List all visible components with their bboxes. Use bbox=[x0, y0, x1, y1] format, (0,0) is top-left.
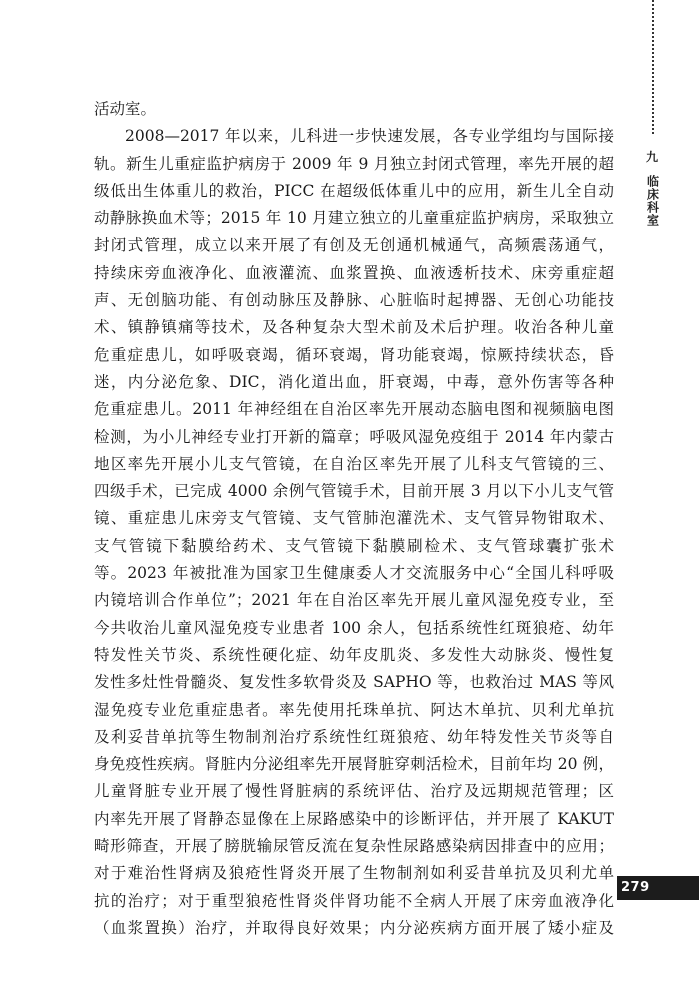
text-line: 内率先开展了肾静态显像在上尿路感染中的诊断评估，并开展了 KAKUT bbox=[94, 809, 614, 828]
text-line: 畸形筛查，开展了膀胱输尿管反流在复杂性尿路感染病因排查中的应用； bbox=[94, 837, 614, 856]
text-line: 内镜培训合作单位”；2021 年在自治区率先开展儿童风湿免疫专业，至 bbox=[94, 591, 614, 610]
chapter-number: 九 bbox=[645, 150, 658, 164]
text-line: 及利妥昔单抗等生物制剂治疗系统性红斑狼疮、幼年特发性关节炎等自 bbox=[94, 727, 614, 746]
text-line: 危重症患儿，如呼吸衰竭，循环衰竭，肾功能衰竭，惊厥持续状态，昏 bbox=[94, 345, 614, 364]
text-line: 支气管镜下黏膜给药术、支气管镜下黏膜刷检术、支气管球囊扩张术 bbox=[94, 536, 614, 555]
text-line: 术、镇静镇痛等技术，及各种复杂大型术前及术后护理。收治各种儿童 bbox=[94, 318, 614, 337]
page-number: 279 bbox=[621, 880, 650, 895]
text-line: 抗的治疗；对于重型狼疮性肾炎伴肾功能不全病人开展了床旁血液净化 bbox=[94, 891, 614, 910]
text-line: 特发性关节炎、系统性硬化症、幼年皮肌炎、多发性大动脉炎、慢性复 bbox=[94, 645, 614, 664]
chapter-title: 临床科室 bbox=[645, 175, 660, 227]
text-line: 声、无创脑功能、有创动脉压及静脉、心脏临时起搏器、无创心功能技 bbox=[94, 291, 614, 310]
text-line: 封闭式管理，成立以来开展了有创及无创通机械通气，高频震荡通气， bbox=[94, 236, 614, 255]
text-line: 轨。新生儿重症监护病房于 2009 年 9 月独立封闭式管理，率先开展的超 bbox=[94, 154, 614, 173]
text-line: 动静脉换血术等；2015 年 10 月建立独立的儿童重症监护病房，采取独立 bbox=[94, 209, 614, 228]
text-line: 湿免疫专业危重症患者。率先使用托珠单抗、阿达木单抗、贝利尤单抗 bbox=[94, 700, 614, 719]
text-line: 四级手术，已完成 4000 余例气管镜手术，目前开展 3 月以下小儿支气管 bbox=[94, 482, 614, 501]
text-line: 等。2023 年被批准为国家卫生健康委人才交流服务中心“全国儿科呼吸 bbox=[94, 564, 614, 583]
text-line: 发性多灶性骨髓炎、复发性多软骨炎及 SAPHO 等，也救治过 MAS 等风 bbox=[94, 673, 614, 692]
text-line: 级低出生体重儿的救治，PICC 在超级低体重儿中的应用，新生儿全自动 bbox=[94, 181, 614, 200]
text-line: 活动室。 bbox=[94, 100, 157, 118]
body-text bbox=[94, 96, 614, 942]
text-line: 检测，为小儿神经专业打开新的篇章；呼吸风湿免疫组于 2014 年内蒙古 bbox=[94, 427, 614, 446]
margin-dotted-rule bbox=[652, 0, 654, 134]
text-line: 镜、重症患儿床旁支气管镜、支气管肺泡灌洗术、支气管异物钳取术、 bbox=[94, 509, 614, 528]
text-line: 迷，内分泌危象、DIC，消化道出血，肝衰竭，中毒，意外伤害等各种 bbox=[94, 372, 614, 391]
text-line: 地区率先开展小儿支气管镜，在自治区率先开展了儿科支气管镜的三、 bbox=[94, 454, 614, 473]
text-line: 危重症患儿。2011 年神经组在自治区率先开展动态脑电图和视频脑电图 bbox=[94, 400, 614, 419]
text-line: 今共收治儿童风湿免疫专业患者 100 余人，包括系统性红斑狼疮、幼年 bbox=[94, 618, 614, 637]
text-line: （血浆置换）治疗，并取得良好效果；内分泌疾病方面开展了矮小症及 bbox=[94, 918, 614, 937]
text-line: 儿童肾脏专业开展了慢性肾脏病的系统评估、治疗及远期规范管理；区 bbox=[94, 782, 614, 801]
chapter-side-tab bbox=[641, 150, 663, 227]
text-line: 持续床旁血液净化、血液灌流、血浆置换、血液透析技术、床旁重症超 bbox=[94, 263, 614, 282]
text-line: 对于难治性肾病及狼疮性肾炎开展了生物制剂如利妥昔单抗及贝利尤单 bbox=[94, 864, 614, 883]
text-line: 身免疫性疾病。肾脏内分泌组率先开展肾脏穿刺活检术，目前年均 20 例， bbox=[94, 755, 614, 774]
text-line: 2008—2017 年以来，儿科进一步快速发展，各专业学组均与国际接 bbox=[125, 127, 614, 146]
